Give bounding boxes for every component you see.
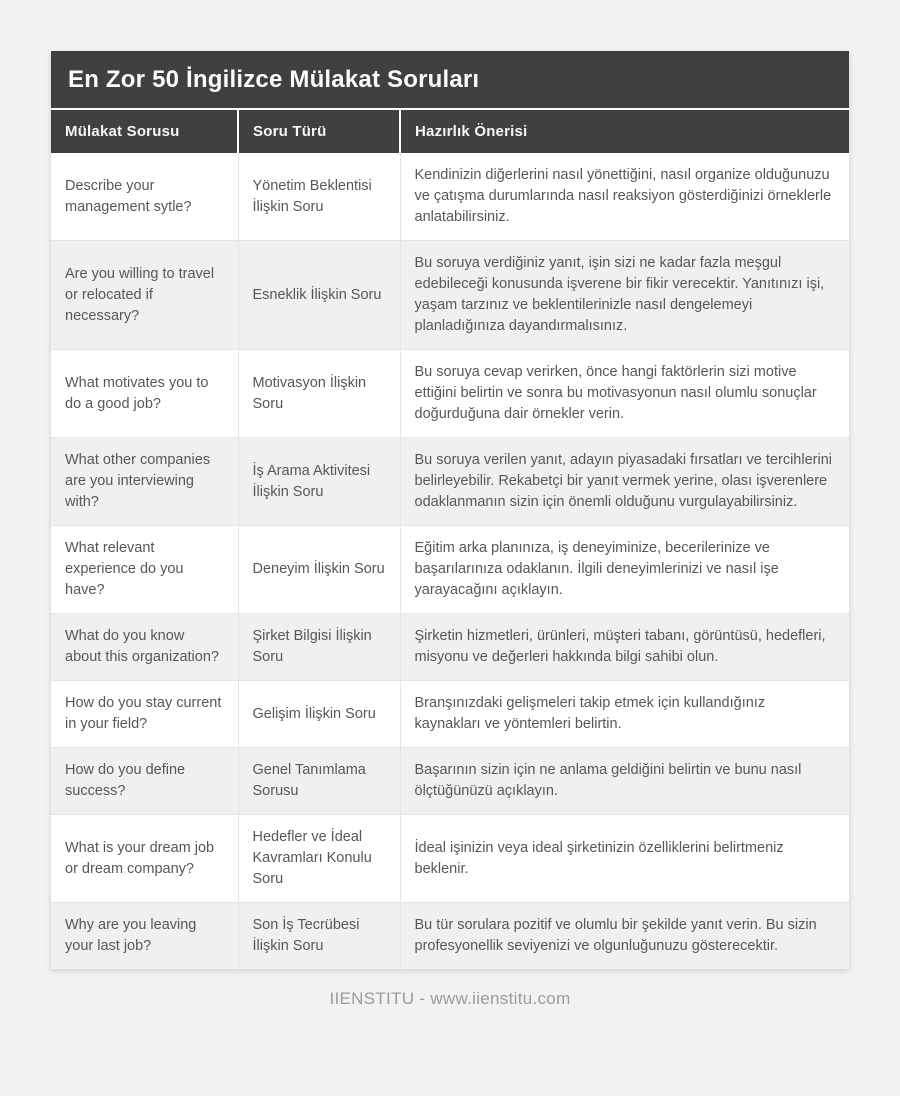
advice-cell: Şirketin hizmetleri, ürünleri, müşteri tabanı, görüntüsü, hedefleri, misyonu ve değerleri hakkında bilgi sahibi olun. <box>400 614 849 681</box>
advice-cell: Bu soruya verilen yanıt, adayın piyasadaki fırsatları ve tercihlerini belirleyebilir. Rekabetçi bir yanıt vermek yerine, olası işverenlere odaklanmanın sizin için önemli olduğunu vurgulayabilirsiniz. <box>400 438 849 526</box>
type-cell: Esneklik İlişkin Soru <box>238 241 400 350</box>
question-cell: Why are you leaving your last job? <box>51 903 238 970</box>
question-cell: Describe your management sytle? <box>51 153 238 241</box>
table-row <box>51 903 849 970</box>
interview-questions-card <box>51 51 849 969</box>
advice-cell: Kendinizin diğerlerini nasıl yönettiğini, nasıl organize olduğunuzu ve çatışma durumlarında nasıl reaksiyon gösterdiğinizi örneklerle anlatabilirsiniz. <box>400 153 849 241</box>
advice-cell: Bu tür sorulara pozitif ve olumlu bir şekilde yanıt verin. Bu sizin profesyonellik seviyenizi ve olgunluğunuzu gösterecektir. <box>400 903 849 970</box>
question-cell: How do you define success? <box>51 748 238 815</box>
column-header-advice: Hazırlık Önerisi <box>400 110 849 153</box>
table-header <box>51 110 849 153</box>
question-cell: What is your dream job or dream company? <box>51 815 238 903</box>
table-row <box>51 241 849 350</box>
footer-credit: IIENSTITU - www.iienstitu.com <box>329 989 571 1009</box>
question-cell: How do you stay current in your field? <box>51 681 238 748</box>
advice-cell: Başarının sizin için ne anlama geldiğini belirtin ve bunu nasıl ölçtüğünüzü açıklayın. <box>400 748 849 815</box>
column-header-type: Soru Türü <box>238 110 400 153</box>
column-header-question: Mülakat Sorusu <box>51 110 238 153</box>
table-row <box>51 153 849 241</box>
header-row <box>51 110 849 153</box>
advice-cell: Branşınızdaki gelişmeleri takip etmek için kullandığınız kaynakları ve yöntemleri belirtin. <box>400 681 849 748</box>
page-title: En Zor 50 İngilizce Mülakat Soruları <box>51 51 849 110</box>
question-cell: What motivates you to do a good job? <box>51 350 238 438</box>
type-cell: Yönetim Beklentisi İlişkin Soru <box>238 153 400 241</box>
question-cell: What relevant experience do you have? <box>51 526 238 614</box>
type-cell: Son İş Tecrübesi İlişkin Soru <box>238 903 400 970</box>
table-row <box>51 350 849 438</box>
question-cell: What do you know about this organization? <box>51 614 238 681</box>
table-body <box>51 153 849 969</box>
interview-questions-table <box>51 110 849 969</box>
question-cell: What other companies are you interviewing with? <box>51 438 238 526</box>
type-cell: İş Arama Aktivitesi İlişkin Soru <box>238 438 400 526</box>
advice-cell: Eğitim arka planınıza, iş deneyiminize, becerilerinize ve başarılarınıza odaklanın. İlgili deneyimlerinizi ve nasıl işe yarayacağını açıklayın. <box>400 526 849 614</box>
question-cell: Are you willing to travel or relocated if necessary? <box>51 241 238 350</box>
advice-cell: İdeal işinizin veya ideal şirketinizin özelliklerini belirtmeniz beklenir. <box>400 815 849 903</box>
table-row <box>51 438 849 526</box>
type-cell: Motivasyon İlişkin Soru <box>238 350 400 438</box>
type-cell: Deneyim İlişkin Soru <box>238 526 400 614</box>
table-row <box>51 681 849 748</box>
type-cell: Genel Tanımlama Sorusu <box>238 748 400 815</box>
table-row <box>51 815 849 903</box>
type-cell: Hedefler ve İdeal Kavramları Konulu Soru <box>238 815 400 903</box>
advice-cell: Bu soruya verdiğiniz yanıt, işin sizi ne kadar fazla meşgul edebileceği konusunda işverene bir fikir verecektir. Yanıtınızı işi, yaşam tarzınız ve beklentilerinizle nasıl dengelemeyi planladığınıza dayandırmalısınız. <box>400 241 849 350</box>
type-cell: Gelişim İlişkin Soru <box>238 681 400 748</box>
table-row <box>51 748 849 815</box>
advice-cell: Bu soruya cevap verirken, önce hangi faktörlerin sizi motive ettiğini belirtin ve sonra bu motivasyonun nasıl olumlu sonuçlar doğurduğuna dair örnekler verin. <box>400 350 849 438</box>
table-row <box>51 614 849 681</box>
type-cell: Şirket Bilgisi İlişkin Soru <box>238 614 400 681</box>
table-row <box>51 526 849 614</box>
